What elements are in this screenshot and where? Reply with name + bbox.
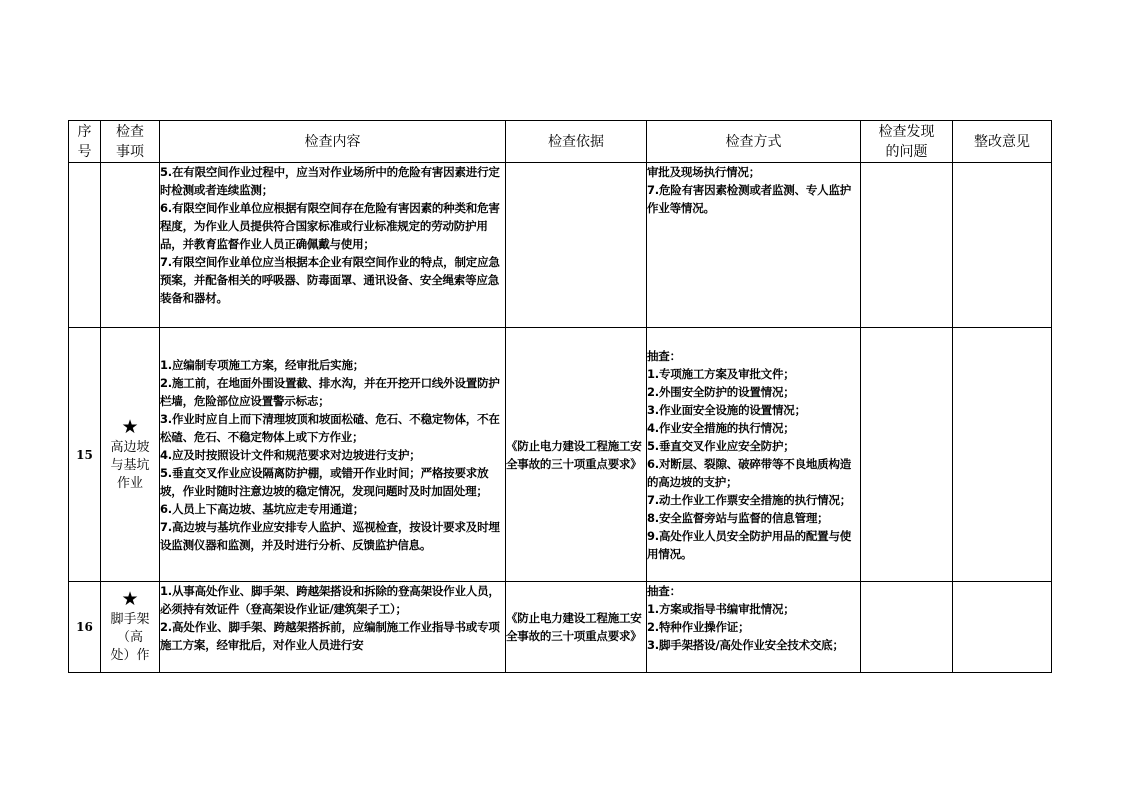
method-line: 2.外围安全防护的设置情况；: [647, 384, 795, 399]
row-basis: 《防止电力建设工程施工安全事故的三十项重点要求》: [506, 582, 647, 673]
header-item-line1: 检查: [116, 123, 144, 140]
header-seq: [69, 121, 101, 163]
row-method: [647, 328, 861, 582]
header-seq-line1: 序: [77, 123, 92, 140]
row-method: [647, 163, 861, 328]
row-item: [101, 328, 160, 582]
method-line: 抽查：: [647, 348, 681, 363]
content-line: 1.应编制专项施工方案，经审批后实施；: [160, 357, 365, 372]
row-rectify: [953, 582, 1052, 673]
method-line: 审批及现场执行情况；: [647, 165, 760, 179]
content-line: 2.高处作业、脚手架、跨越架搭拆前，应编制施工作业指导书或专项施工方案，经审批后，对作业人员进行安: [160, 620, 500, 652]
content-line: 5.在有限空间作业过程中，应当对作业场所中的危险有害因素进行定时检测或者连续监测；: [160, 165, 500, 197]
row-seq: 15: [69, 328, 101, 582]
row-issues: [861, 163, 953, 328]
inspection-table: [68, 120, 1052, 673]
header-item-line2: 事项: [116, 143, 144, 160]
row-issues: [861, 582, 953, 673]
method-line: 1.专项施工方案及审批文件；: [647, 366, 795, 381]
row-item: [101, 163, 160, 328]
content-line: 6.人员上下高边坡、基坑应走专用通道；: [160, 501, 365, 516]
header-seq-line2: 号: [77, 143, 92, 160]
content-line: 6.有限空间作业单位应根据有限空间存在危险有害因素的种类和危害程度，为作业人员提供符合国家标准或行业标准规定的劳动防护用品，并教育监督作业人员正确佩戴与使用；: [160, 201, 500, 251]
method-line: 7.危险有害因素检测或者监测、专人监护作业等情况。: [647, 183, 852, 215]
header-row: [69, 121, 1052, 163]
header-content: 检查内容: [160, 121, 506, 163]
header-basis: 检查依据: [506, 121, 647, 163]
header-method: 检查方式: [647, 121, 861, 163]
row-content: [160, 582, 506, 673]
header-issues-line2: 的问题: [885, 143, 928, 160]
header-issues-line1: 检查发现: [878, 123, 935, 140]
method-line: 8.安全监督旁站与监督的信息管理；: [647, 510, 829, 525]
row-rectify: [953, 328, 1052, 582]
method-line: 6.对断层、裂隙、破碎带等不良地质构造的高边坡的支护；: [647, 456, 852, 489]
table-row: [69, 163, 1052, 328]
item-line: 处）作: [110, 648, 150, 663]
header-issues: [861, 121, 953, 163]
table-row: [69, 328, 1052, 582]
row-method: [647, 582, 861, 673]
row-seq: 16: [69, 582, 101, 673]
content-line: 7.有限空间作业单位应当根据本企业有限空间作业的特点，制定应急预案，并配备相关的呼吸器、防毒面罩、通讯设备、安全绳索等应急装备和器材。: [160, 255, 500, 305]
table-row: [69, 582, 1052, 673]
item-line: （高: [116, 630, 143, 645]
content-line: 4.应及时按照设计文件和规范要求对边坡进行支护；: [160, 447, 421, 462]
item-line: 作业: [116, 475, 143, 491]
header-item: [101, 121, 160, 163]
item-line: 脚手架: [110, 612, 150, 627]
row-basis: 《防止电力建设工程施工安全事故的三十项重点要求》: [506, 328, 647, 582]
item-line: 高边坡: [110, 439, 150, 455]
row-content: [160, 163, 506, 328]
method-line: 3.作业面安全设施的设置情况；: [647, 402, 806, 417]
content-line: 2.施工前，在地面外围设置截、排水沟，并在开挖开口线外设置防护栏墙，危险部位应设置警示标志；: [160, 375, 500, 408]
star-icon: ★: [121, 415, 139, 438]
header-rectify: 整改意见: [953, 121, 1052, 163]
method-line: 1.方案或指导书编审批情况；: [647, 602, 795, 616]
method-line: 3.脚手架搭设/高处作业安全技术交底；: [647, 638, 844, 652]
row-item: [101, 582, 160, 673]
row-content: [160, 328, 506, 582]
method-line: 9.高处作业人员安全防护用品的配置与使用情况。: [647, 528, 852, 561]
content-line: 5.垂直交叉作业应设隔离防护棚，或错开作业时间；严格按要求放坡，作业时随时注意边坡的稳定情况，发现问题时及时加固处理；: [160, 465, 489, 498]
item-line: 与基坑: [110, 457, 150, 473]
method-line: 抽查：: [647, 584, 681, 598]
method-line: 2.特种作业操作证；: [647, 620, 750, 634]
method-line: 5.垂直交叉作业应安全防护；: [647, 438, 795, 453]
row-basis: [506, 163, 647, 328]
star-icon: ★: [121, 588, 139, 610]
content-line: 7.高边坡与基坑作业应安排专人监护、巡视检查，按设计要求及时埋设监测仪器和监测，并及时进行分析、反馈监护信息。: [160, 519, 500, 552]
method-line: 7.动土作业工作票安全措施的执行情况；: [647, 492, 852, 507]
method-line: 4.作业安全措施的执行情况；: [647, 420, 795, 435]
content-line: 3.作业时应自上而下清理坡顶和坡面松碴、危石、不稳定物体，不在松碴、危石、不稳定物体上或下方作业；: [160, 411, 500, 444]
row-seq: [69, 163, 101, 328]
row-rectify: [953, 163, 1052, 328]
row-issues: [861, 328, 953, 582]
content-line: 1.从事高处作业、脚手架、跨越架搭设和拆除的登高架设作业人员，必须持有效证件（登高架设作业证/建筑架子工）；: [160, 584, 500, 616]
